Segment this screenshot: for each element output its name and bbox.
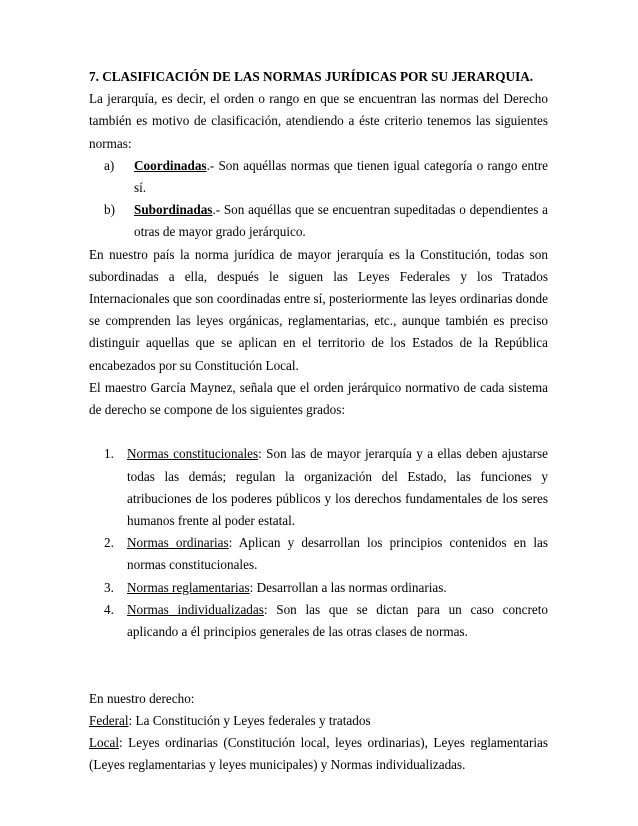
- definition-text: : Son las de mayor jerarquía y a ellas deben ajustarse todas las demás; regulan la organización del Estado, las funciones y atribuciones de los poderes públicos y los derechos fundamentales de los seres humanos frente al poder estatal.: [127, 446, 548, 529]
- definition-text: : Desarrollan a las normas ordinarias.: [249, 579, 447, 595]
- federal-text: : La Constitución y Leyes federales y tratados: [128, 712, 371, 728]
- federal-line: [89, 710, 548, 732]
- list-marker: a): [104, 157, 115, 173]
- paragraph-garcia-maynez: El maestro García Maynez, señala que el orden jerárquico normativo de cada sistema de derecho se compone de los siguientes grados:: [89, 379, 548, 418]
- numbered-list: [89, 443, 548, 643]
- list-number: 2.: [104, 535, 114, 551]
- term-link: Normas ordinarias: [127, 535, 229, 551]
- definition-text: : Aplican y desarrollan los principios contenidos en las normas constitucionales.: [127, 535, 548, 573]
- list-number: 3.: [104, 579, 114, 595]
- paragraph-jerarquia-pais: En nuestro país la norma jurídica de mayor jerarquía es la Constitución, todas son subordinadas a ella, después le siguen las Leyes Federales y los Tratados Internacionales que son coordinadas entre sí, posteriormente las leyes ordinarias donde se comprenden las leyes orgánicas, reglamentarias, etc., aunque también es preciso distinguir aquellas que se aplican en el territorio de los Estados de la República encabezados por su Constitución Local.: [89, 246, 548, 373]
- definition-text: : Son las que se dictan para un caso concreto aplicando a él principios generales de las otras clases de normas.: [127, 601, 548, 640]
- term-link: Normas reglamentarias: [127, 579, 250, 595]
- definition-text: .- Son aquéllas que se encuentran supeditadas o dependientes a otras de mayor grado jerárquico.: [134, 202, 548, 240]
- term-subordinadas: Subordinadas: [134, 202, 213, 218]
- definition-text: .- Son aquéllas normas que tienen igual categoría o rango entre sí.: [134, 157, 548, 196]
- derecho-heading: En nuestro derecho:: [89, 690, 195, 706]
- intro-paragraph: La jerarquía, es decir, el orden o rango en que se encuentran las normas del Derecho también es motivo de clasificación, atendiendo a éste criterio tenemos las siguientes normas:: [89, 91, 548, 151]
- term-coordinadas: Coordinadas: [134, 157, 207, 173]
- local-line: [89, 732, 548, 776]
- term-link: Normas constitucionales: [127, 446, 259, 462]
- spacer: [89, 643, 548, 665]
- list-marker: b): [104, 202, 115, 218]
- list-item-individualizadas: [89, 599, 548, 643]
- section-heading: 7. CLASIFICACIÓN DE LAS NORMAS JURÍDICAS POR SU JERARQUIA.: [89, 69, 534, 84]
- local-text: : Leyes ordinarias (Constitución local, leyes ordinarias), Leyes reglamentarias (Leyes reglamentarias y leyes municipales) y Normas individualizadas.: [89, 735, 548, 773]
- term-federal: Federal: [89, 712, 129, 728]
- term-link: Normas individualizadas: [127, 601, 264, 617]
- list-number: 4.: [104, 601, 114, 617]
- spacer: [89, 421, 548, 443]
- list-item-subordinadas: [89, 199, 548, 243]
- term-local: Local: [89, 735, 120, 751]
- document-page: [89, 66, 548, 776]
- spacer: [89, 665, 548, 687]
- list-number: 1.: [104, 446, 114, 462]
- list-item-constitucionales: [89, 443, 548, 532]
- list-item-coordinadas: [89, 155, 548, 199]
- list-item-ordinarias: [89, 532, 548, 576]
- list-item-reglamentarias: [89, 577, 548, 599]
